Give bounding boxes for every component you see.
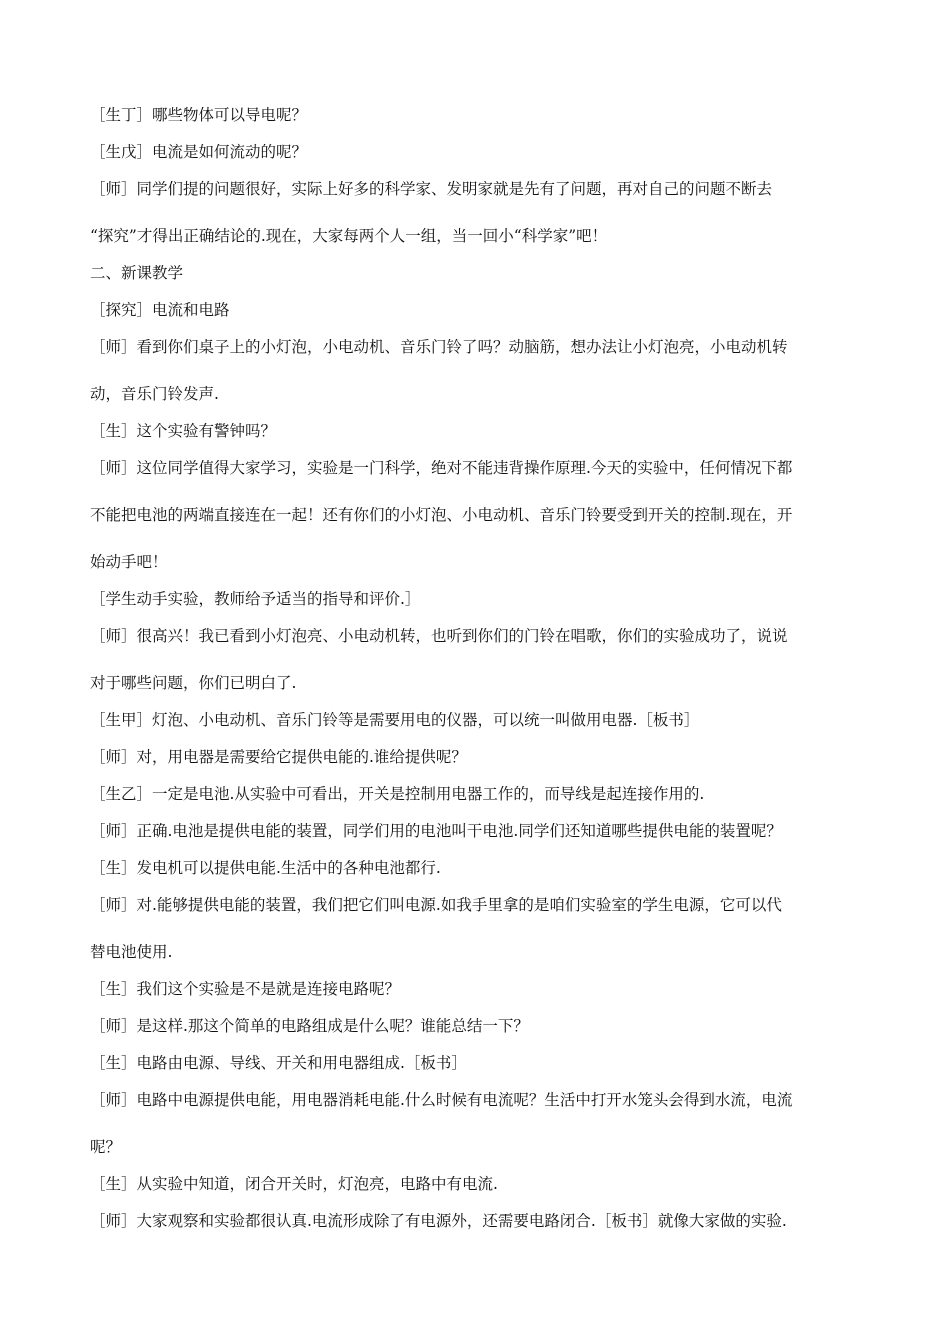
paragraph-line: ［生丁］哪些物体可以导电呢？ [90, 106, 308, 124]
paragraph-line: ［师］看到你们桌子上的小灯泡，小电动机、音乐门铃了吗？动脑筋，想办法让小灯泡亮，小电动机转 [90, 338, 788, 356]
paragraph-line: ［师］电路中电源提供电能，用电器消耗电能.什么时候有电流呢？生活中打开水笼头会得到水流，电流 [90, 1091, 793, 1109]
section-heading: 二、新课教学 [90, 264, 184, 282]
paragraph-line: ［生］发电机可以提供电能.生活中的各种电池都行. [90, 859, 441, 877]
paragraph-line: 不能把电池的两端直接连在一起！还有你们的小灯泡、小电动机、音乐门铃要受到开关的控制.现在，开 [90, 506, 793, 524]
paragraph-line: ［生］从实验中知道，闭合开关时，灯泡亮，电路中有电流. [90, 1175, 498, 1193]
paragraph-line: ［师］对，用电器是需要给它提供电能的.谁给提供呢？ [90, 748, 467, 766]
paragraph-line: “探究”才得出正确结论的.现在，大家每两个人一组，当一回小“科学家”吧！ [90, 227, 608, 245]
paragraph-line: ［师］大家观察和实验都很认真.电流形成除了有电源外，还需要电路闭合.［板书］就像大家做的实验. [90, 1212, 787, 1230]
document-body [90, 103, 862, 1234]
paragraph-line: ［师］很高兴！我已看到小灯泡亮、小电动机转，也听到你们的门铃在唱歌，你们的实验成功了，说说 [90, 627, 788, 645]
paragraph-line: ［生］电路由电源、导线、开关和用电器组成.［板书］ [90, 1054, 467, 1072]
paragraph-line: ［师］是这样.那这个简单的电路组成是什么呢？谁能总结一下？ [90, 1017, 529, 1035]
paragraph-line: 对于哪些问题，你们已明白了. [90, 674, 297, 692]
paragraph-line: ［生］我们这个实验是不是就是连接电路呢？ [90, 980, 401, 998]
paragraph-line: ［师］同学们提的问题很好，实际上好多的科学家、发明家就是先有了问题，再对自己的问题不断去 [90, 180, 773, 198]
paragraph-line: ［生］这个实验有警钟吗？ [90, 422, 277, 440]
paragraph-line: ［生乙］一定是电池.从实验中可看出，开关是控制用电器工作的，而导线是起连接作用的. [90, 785, 705, 803]
paragraph-line: 动，音乐门铃发声. [90, 385, 219, 403]
paragraph-line: ［师］正确.电池是提供电能的装置，同学们用的电池叫干电池.同学们还知道哪些提供电能的装置呢？ [90, 822, 782, 840]
paragraph-line: ［师］对.能够提供电能的装置，我们把它们叫电源.如我手里拿的是咱们实验室的学生电源，它可以代 [90, 896, 782, 914]
paragraph-line: ［学生动手实验，教师给予适当的指导和评价.］ [90, 590, 421, 608]
paragraph-line: ［生甲］灯泡、小电动机、音乐门铃等是需要用电的仪器，可以统一叫做用电器.［板书］ [90, 711, 700, 729]
paragraph-line: ［探究］电流和电路 [90, 301, 230, 319]
paragraph-line: 替电池使用. [90, 943, 173, 961]
paragraph-line: ［师］这位同学值得大家学习，实验是一门科学，绝对不能违背操作原理.今天的实验中，任何情况下都 [90, 459, 793, 477]
paragraph-line: 呢？ [90, 1138, 122, 1156]
paragraph-line: ［生戊］电流是如何流动的呢？ [90, 143, 308, 161]
paragraph-line: 始动手吧！ [90, 553, 168, 571]
